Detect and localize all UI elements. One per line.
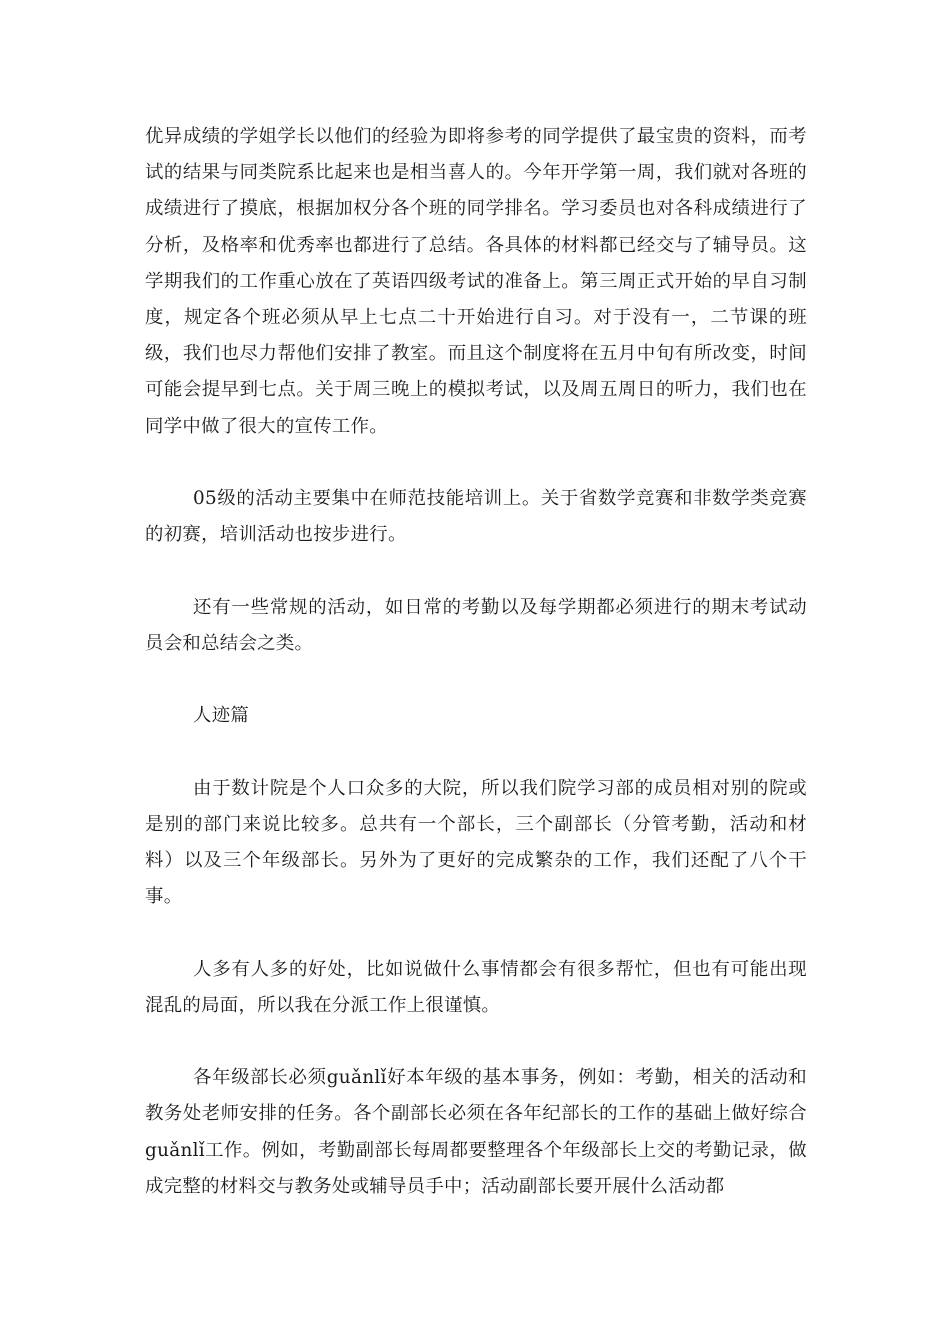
paragraph-staffing: 人多有人多的好处，比如说做什么事情都会有很多帮忙，但也有可能出现混乱的局面，所以我在分派工作上很谨慎。 bbox=[145, 958, 807, 1016]
document-page bbox=[145, 119, 807, 1241]
section-heading: 人迹篇 bbox=[193, 705, 250, 727]
paragraph-management: 各年级部长必须guǎnlǐ好本年级的基本事务，例如：考勤，相关的活动和教务处老师安排的任务。各个副部长必须在各年纪部长的工作的基础上做好综合guǎnlǐ工作。例如，考勤副部长每周都要整理各个年级部长上交的考勤记录，做成完整的材料交与教务处或辅导员手中；活动副部长要开展什么活动都 bbox=[145, 1067, 807, 1197]
paragraph-05-activities: 05级的活动主要集中在师范技能培训上。关于省数学竞赛和非数学类竞赛的初赛，培训活动也按步进行。 bbox=[145, 488, 807, 546]
paragraph-routine-activities: 还有一些常规的活动，如日常的考勤以及每学期都必须进行的期末考试动员会和总结会之类。 bbox=[145, 596, 807, 654]
paragraph-academic-results: 优异成绩的学姐学长以他们的经验为即将参考的同学提供了最宝贵的资料，而考试的结果与同类院系比起来也是相当喜人的。今年开学第一周，我们就对各班的成绩进行了摸底，根据加权分各个班的同学排名。学习委员也对各科成绩进行了分析，及格率和优秀率也都进行了总结。各具体的材料都已经交与了辅导员。这学期我们的工作重心放在了英语四级考试的准备上。第三周正式开始的早自习制度，规定各个班必须从早上七点二十开始进行自习。对于没有一，二节课的班级，我们也尽力帮他们安排了教室。而且这个制度将在五月中旬有所改变，时间可能会提早到七点。关于周三晚上的模拟考试，以及周五周日的听力，我们也在同学中做了很大的宣传工作。 bbox=[145, 126, 807, 437]
paragraph-members: 由于数计院是个人口众多的大院，所以我们院学习部的成员相对别的院或是别的部门来说比较多。总共有一个部长，三个副部长（分管考勤，活动和材料）以及三个年级部长。另外为了更好的完成繁杂的工作，我们还配了八个干事。 bbox=[145, 777, 807, 908]
